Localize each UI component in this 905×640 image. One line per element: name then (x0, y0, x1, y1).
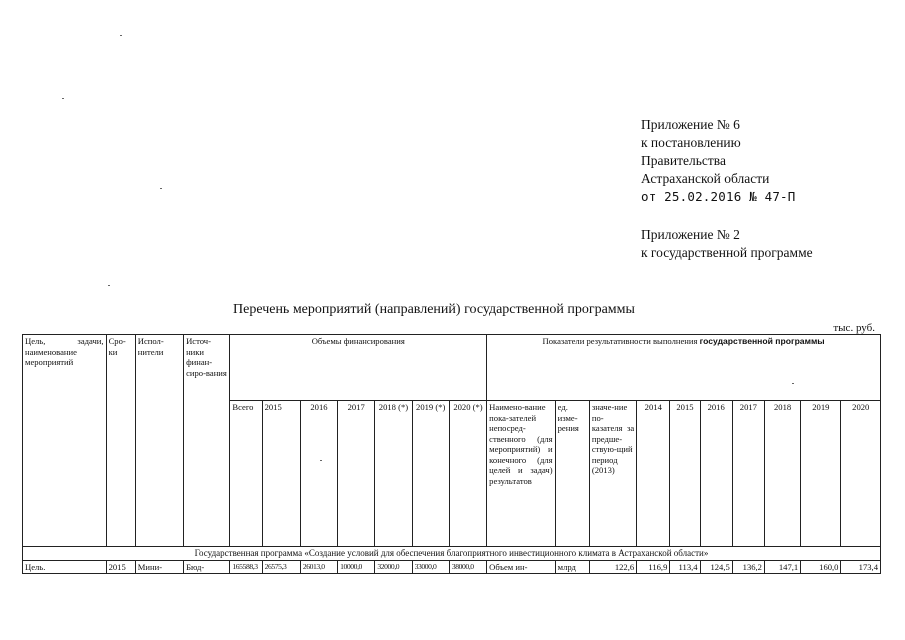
ind-year-2017: 2017 (732, 401, 764, 547)
header-goal: Цель, задачи, наименование мероприятий (23, 335, 107, 547)
header-executors: Испол-нители (135, 335, 183, 547)
header-indicators (487, 335, 881, 401)
header-indicators-b: государственной программы (699, 336, 825, 346)
header-row-1 (23, 335, 881, 401)
fund-2020: 38000,0 (449, 560, 486, 574)
row-goal: Цель. (23, 560, 107, 574)
header-terms: Сро-ки (106, 335, 135, 547)
row-source: Бюд- (184, 560, 230, 574)
fund-col-2019: 2019 (*) (412, 401, 449, 547)
base-value-header: значе-ние по-казателя за предше-ствую-щий период (2013) (589, 401, 636, 547)
value-2017: 136,2 (732, 560, 764, 574)
value-2016: 124,5 (700, 560, 732, 574)
appendix-line: к постановлению (641, 135, 741, 150)
row-executor: Мини- (135, 560, 183, 574)
ind-year-2019: 2019 (801, 401, 841, 547)
measures-table (22, 334, 881, 574)
value-2014: 116,9 (637, 560, 670, 574)
fund-total: 165588,3 (230, 560, 262, 574)
ind-year-2016: 2016 (700, 401, 732, 547)
row-base-value: 122,6 (589, 560, 636, 574)
header-indicators-a: Показатели результативности выполнения (542, 336, 698, 346)
row-unit: млрд (555, 560, 589, 574)
fund-2018: 32000,0 (375, 560, 412, 574)
program-row (23, 547, 881, 561)
indicator-name-header: Наимено-вание пока-зателей непосред-ственного (для мероприятий) и конечного (для целей и задач) результатов (487, 401, 555, 547)
value-2019: 160,0 (801, 560, 841, 574)
value-2020: 173,4 (841, 560, 881, 574)
fund-2019: 33000,0 (412, 560, 449, 574)
document-title: Перечень мероприятий (направлений) государственной программы (233, 302, 635, 317)
table-row (23, 560, 881, 574)
appendix-header (641, 116, 813, 262)
scan-speck (160, 188, 162, 189)
fund-col-2017: 2017 (338, 401, 375, 547)
scan-speck (792, 383, 794, 384)
scan-speck (120, 35, 122, 36)
appendix-decree-line: от 25.02.2016 № 47-П (641, 189, 796, 204)
scan-speck (62, 98, 64, 99)
fund-col-2016: 2016 (300, 401, 337, 547)
program-title: Государственная программа «Создание условий для обеспечения благоприятного инвестиционного климата в Астраханской области» (23, 547, 881, 561)
ind-year-2020: 2020 (841, 401, 881, 547)
appendix-line: Правительства (641, 153, 726, 168)
scan-speck (320, 460, 322, 461)
fund-2017: 10000,0 (338, 560, 375, 574)
value-2015: 113,4 (670, 560, 700, 574)
fund-col-total: Всего (230, 401, 262, 547)
header-sources: Источ-ники финан-сиро-вания (184, 335, 230, 547)
appendix-line: Приложение № 6 (641, 117, 740, 132)
appendix-line: Астраханской области (641, 171, 770, 186)
scan-speck (108, 285, 110, 286)
fund-2016: 26013,0 (300, 560, 337, 574)
appendix-line: Приложение № 2 (641, 227, 740, 242)
ind-year-2015: 2015 (670, 401, 700, 547)
row-indicator-name: Объем ин- (487, 560, 555, 574)
units-label: тыс. руб. (833, 322, 875, 334)
unit-header: ед. изме-рения (555, 401, 589, 547)
fund-2015: 26575,3 (262, 560, 300, 574)
header-funding: Объемы финансирования (230, 335, 487, 401)
ind-year-2014: 2014 (637, 401, 670, 547)
appendix-line: к государственной программе (641, 245, 813, 260)
value-2018: 147,1 (764, 560, 800, 574)
fund-col-2018: 2018 (*) (375, 401, 412, 547)
fund-col-2015: 2015 (262, 401, 300, 547)
row-term: 2015 (106, 560, 135, 574)
fund-col-2020: 2020 (*) (449, 401, 486, 547)
ind-year-2018: 2018 (764, 401, 800, 547)
